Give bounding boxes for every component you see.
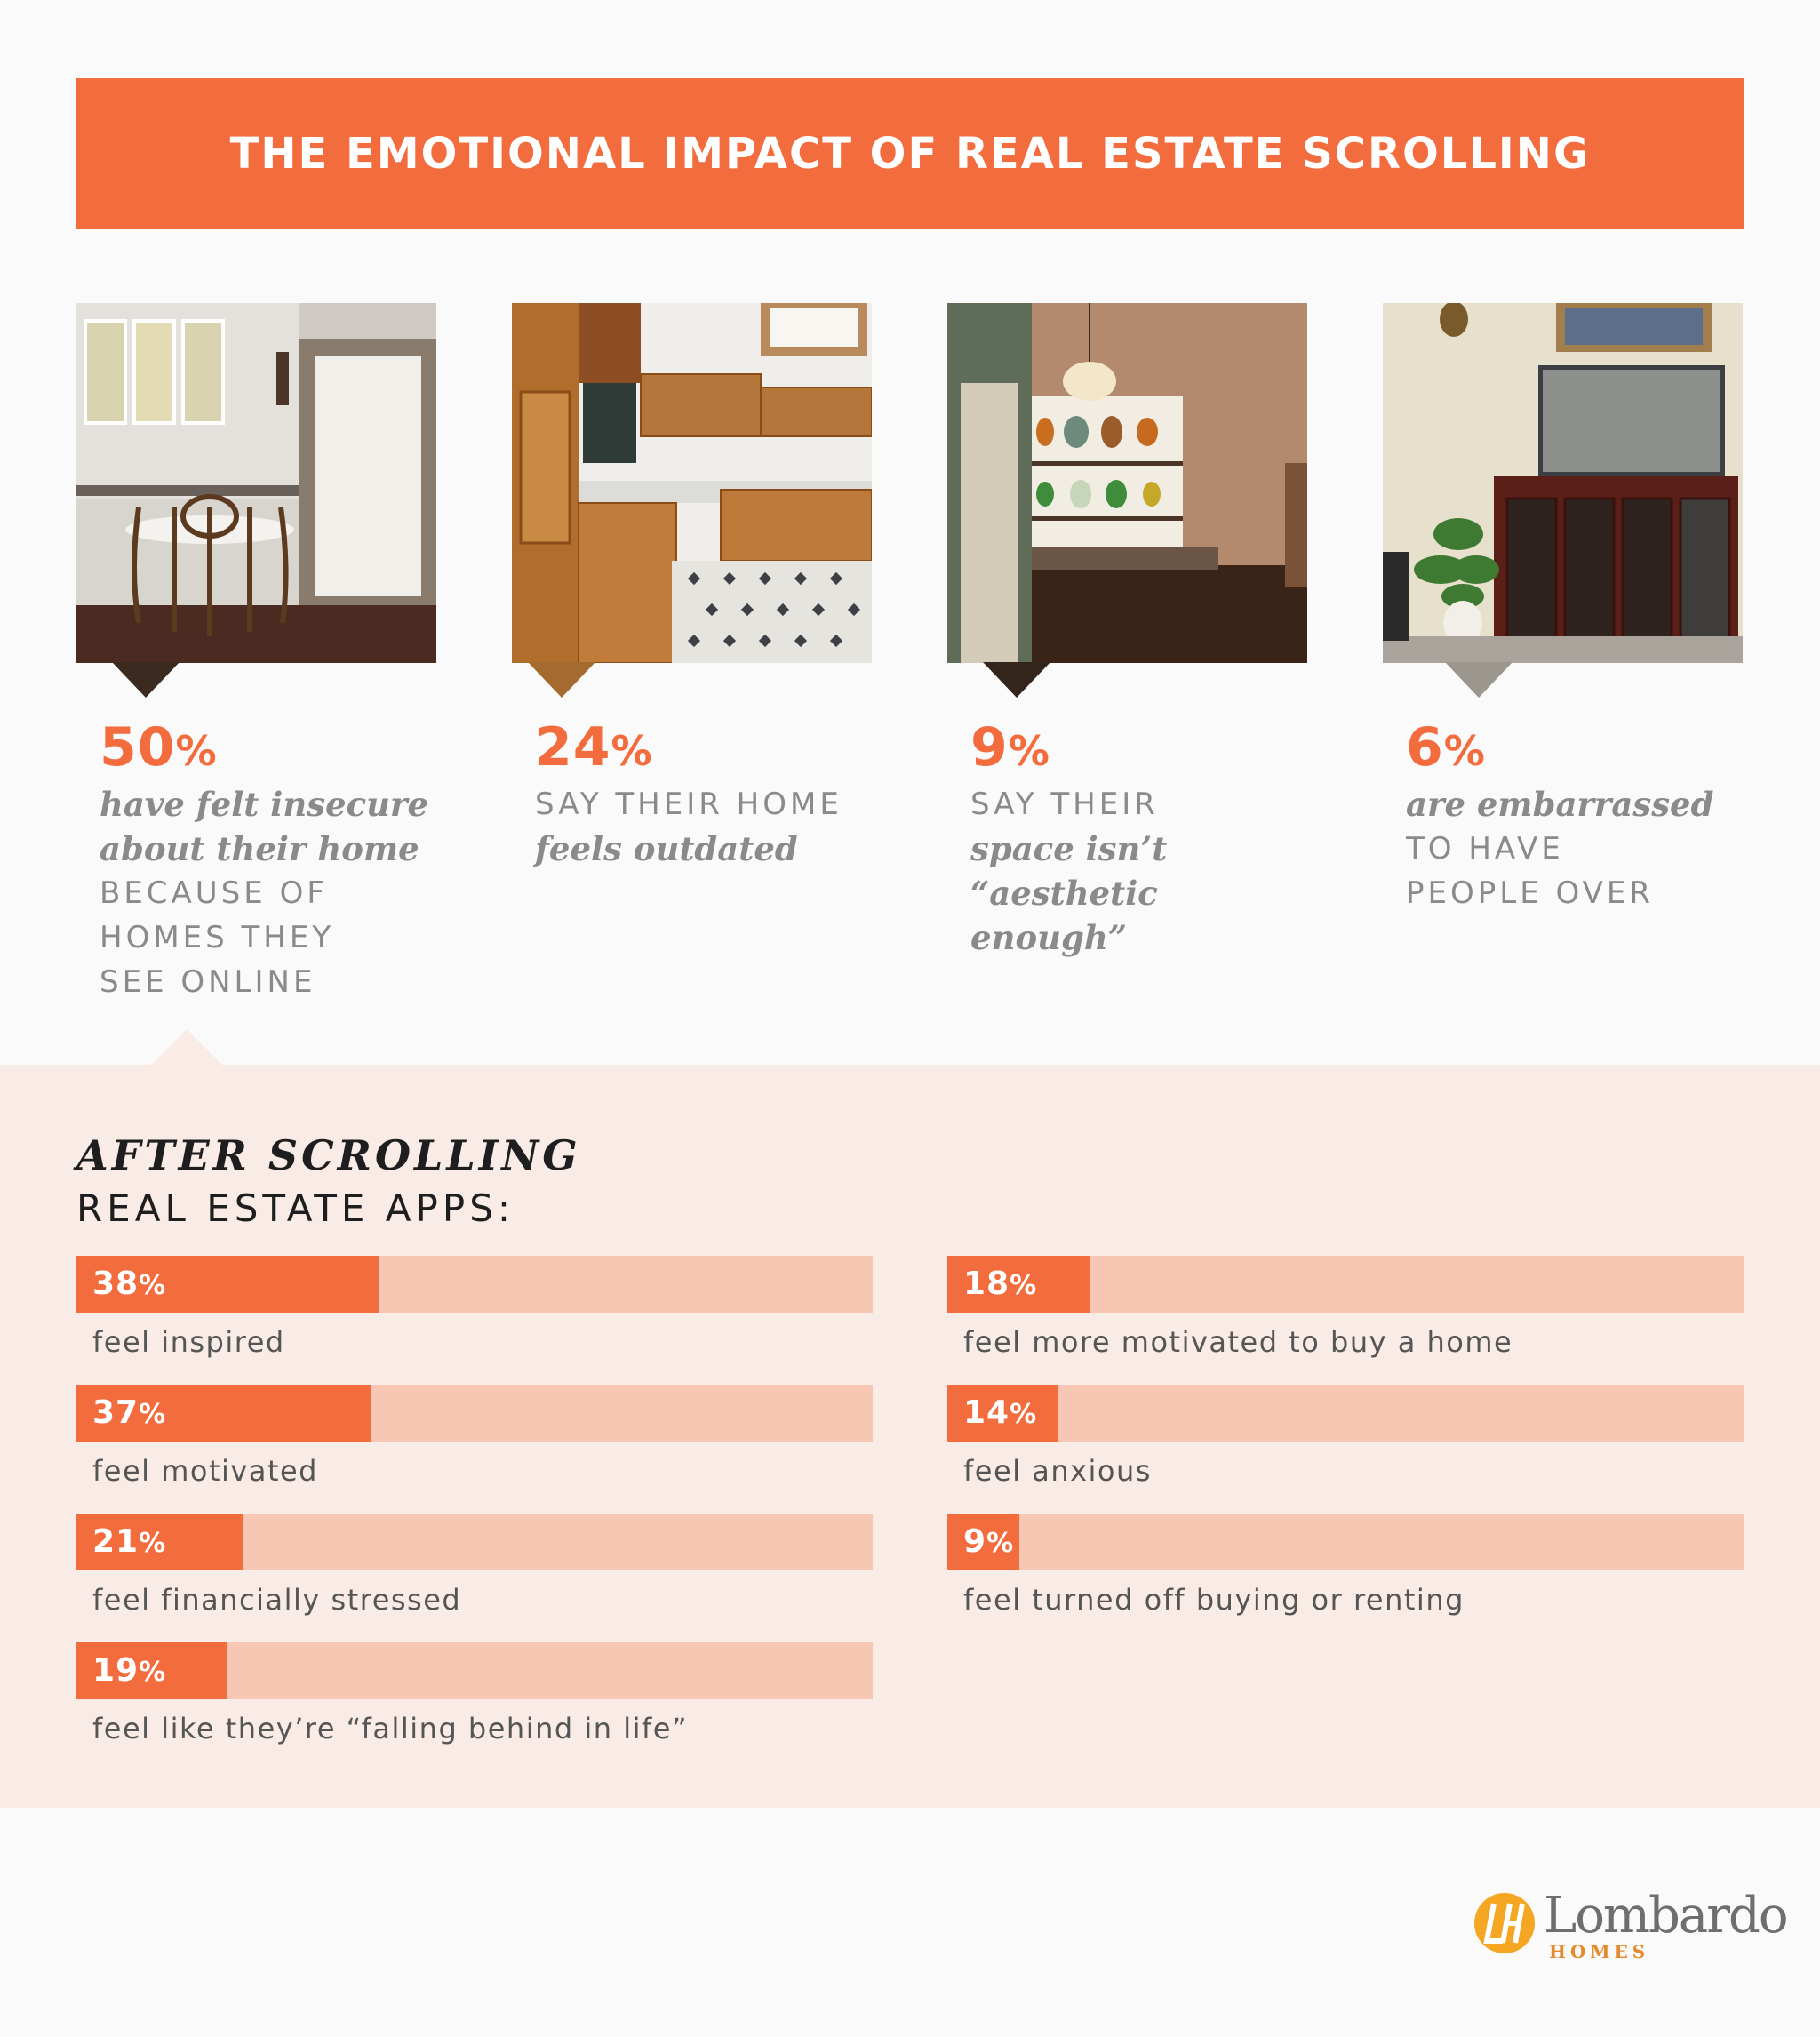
- lombardo-homes-logo: [1471, 1884, 1787, 1964]
- bar-item: [76, 1514, 873, 1620]
- stat-card-3: [947, 303, 1307, 957]
- heading-line-1: AFTER SCROLLING: [76, 1131, 581, 1179]
- stat-percentage: [970, 716, 1308, 782]
- bar-category-label: feel anxious: [963, 1454, 1152, 1488]
- heading-line-2: REAL ESTATE APPS:: [76, 1186, 515, 1230]
- stat-line: SEE ONLINE: [100, 964, 316, 1000]
- stat-line: HOMES THEY: [100, 920, 335, 955]
- dining-room-photo: [76, 303, 436, 663]
- bar-item: [76, 1385, 873, 1491]
- photo-pointer: [112, 662, 180, 698]
- stat-line: space isn’t: [970, 829, 1168, 868]
- bar-value-label: [92, 1256, 166, 1313]
- kitchen-photo: [512, 303, 872, 663]
- stat-value: 24: [535, 716, 611, 779]
- percent-sign: %: [139, 1657, 167, 1688]
- percent-sign: %: [986, 1528, 1015, 1559]
- percent-sign: %: [1008, 727, 1050, 775]
- title-banner: [76, 78, 1744, 229]
- percent-sign: %: [1443, 727, 1486, 775]
- lombardo-lh-monogram-icon: [1471, 1889, 1538, 1957]
- stat-line: about their home: [100, 829, 419, 868]
- stat-line: BECAUSE OF: [100, 875, 328, 911]
- bar-value: 9: [963, 1523, 987, 1560]
- bar-value-label: [963, 1514, 1014, 1570]
- bar-value-label: [92, 1642, 166, 1699]
- bar-item: [76, 1642, 873, 1749]
- bar-category-label: feel like they’re “falling behind in life”: [92, 1712, 689, 1745]
- stat-value: 6: [1406, 716, 1444, 779]
- living-room-photo: [1383, 303, 1743, 663]
- stat-line: SAY THEIR: [970, 787, 1159, 822]
- percent-sign: %: [139, 1399, 167, 1430]
- bar-track: [76, 1256, 873, 1313]
- stat-line: TO HAVE: [1406, 831, 1564, 867]
- bar-track: [76, 1385, 873, 1442]
- bar-category-label: feel more motivated to buy a home: [963, 1325, 1513, 1359]
- bar-item: [947, 1256, 1744, 1362]
- percent-sign: %: [175, 727, 218, 775]
- photo-pointer: [528, 662, 595, 698]
- bar-category-label: feel inspired: [92, 1325, 285, 1359]
- stat-2: [535, 716, 873, 871]
- stat-percentage: [535, 716, 873, 782]
- bar-item: [76, 1256, 873, 1362]
- bar-value: 18: [963, 1266, 1010, 1302]
- percent-sign: %: [1010, 1270, 1038, 1301]
- bar-value-label: [963, 1385, 1037, 1442]
- stat-line: SAY THEIR HOME: [535, 787, 842, 822]
- cafe-interior-photo: [947, 303, 1307, 663]
- bar-track: [76, 1642, 873, 1699]
- stat-card-1: [76, 303, 436, 1000]
- stat-line: are embarrassed: [1406, 785, 1714, 824]
- page-title: THE EMOTIONAL IMPACT OF REAL ESTATE SCROLLING: [229, 129, 1591, 179]
- logo-wordmark: Lombardo: [1544, 1887, 1787, 1945]
- bar-category-label: feel turned off buying or renting: [963, 1583, 1465, 1617]
- after-scrolling-heading: [76, 1129, 581, 1235]
- stat-4: [1406, 716, 1744, 915]
- bar-track: [947, 1514, 1744, 1570]
- bar-track: [76, 1514, 873, 1570]
- percent-sign: %: [139, 1270, 167, 1301]
- bar-category-label: feel motivated: [92, 1454, 318, 1488]
- bar-item: [947, 1385, 1744, 1491]
- stat-3: [970, 716, 1308, 960]
- bar-category-label: feel financially stressed: [92, 1583, 462, 1617]
- photo-pointer: [983, 662, 1050, 698]
- panel-notch: [151, 1029, 222, 1065]
- stat-line: PEOPLE OVER: [1406, 875, 1655, 911]
- photo-pointer: [1445, 662, 1513, 698]
- bar-value-label: [92, 1385, 166, 1442]
- stat-card-2: [512, 303, 872, 868]
- bar-value: 37: [92, 1394, 140, 1431]
- bar-value-label: [92, 1514, 166, 1570]
- stat-value: 50: [100, 716, 176, 779]
- stat-line: “aesthetic enough”: [970, 874, 1158, 957]
- stat-percentage: [100, 716, 437, 782]
- percent-sign: %: [139, 1528, 167, 1559]
- bar-track: [947, 1256, 1744, 1313]
- bar-value-label: [963, 1256, 1037, 1313]
- bar-value: 38: [92, 1266, 140, 1302]
- bar-value: 19: [92, 1652, 140, 1689]
- stat-percentage: [1406, 716, 1744, 782]
- percent-sign: %: [611, 727, 653, 775]
- bar-track: [947, 1385, 1744, 1442]
- stat-card-4: [1383, 303, 1743, 911]
- percent-sign: %: [1010, 1399, 1038, 1430]
- bar-item: [947, 1514, 1744, 1620]
- stat-line: feels outdated: [535, 829, 798, 868]
- stat-line: have felt insecure: [100, 785, 429, 824]
- logo-subtitle: HOMES: [1549, 1941, 1650, 1962]
- bar-value: 14: [963, 1394, 1010, 1431]
- stat-1: [100, 716, 437, 1004]
- bar-value: 21: [92, 1523, 140, 1560]
- stat-value: 9: [970, 716, 1009, 779]
